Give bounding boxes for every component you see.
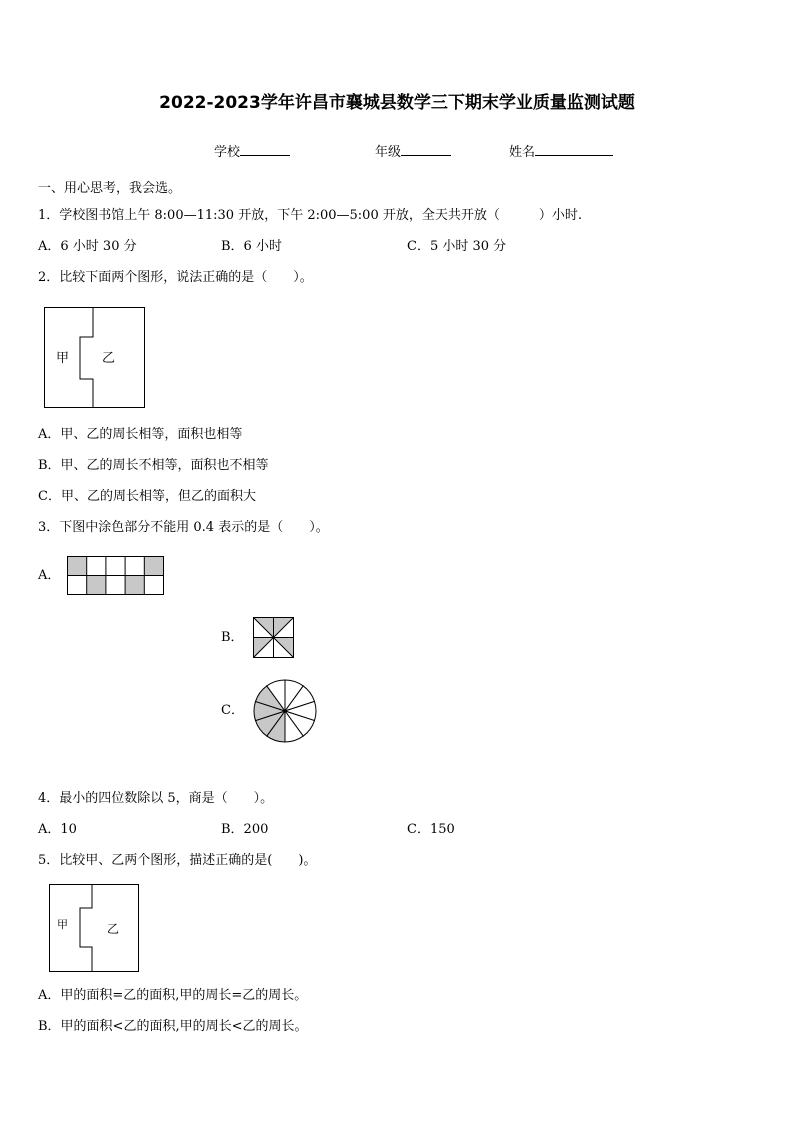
q2-stem: 2．比较下面两个图形，说法正确的是（ ）。 (38, 270, 313, 285)
q4-option-a[interactable]: A．10 (38, 822, 77, 837)
q4-stem: 4．最小的四位数除以 5，商是（ ）。 (38, 791, 274, 806)
school-field[interactable] (214, 141, 290, 160)
q5-fig-left-label: 甲 (57, 918, 68, 931)
grade-field[interactable] (375, 141, 451, 160)
name-label: 姓名 (509, 145, 536, 160)
q2-figure (44, 307, 146, 409)
section-heading: 一、用心思考，我会选。 (38, 181, 182, 196)
name-field[interactable] (509, 141, 613, 160)
q3-grid-figure (67, 556, 165, 596)
q5-stem: 5．比较甲、乙两个图形，描述正确的是( )。 (38, 853, 317, 868)
grade-blank[interactable] (401, 142, 451, 156)
q1-option-a[interactable]: A．6 小时 30 分 (38, 239, 137, 254)
grade-label: 年级 (375, 145, 402, 160)
q5-figure (49, 884, 140, 973)
q4-option-b[interactable]: B．200 (221, 822, 269, 837)
q3-option-b[interactable]: B． (221, 630, 244, 645)
q5-option-b[interactable]: B．甲的面积<乙的面积,甲的周长<乙的周长。 (38, 1019, 308, 1034)
q1-option-b[interactable]: B．6 小时 (221, 239, 282, 254)
q2-fig-right-label: 乙 (102, 351, 116, 366)
q5-fig-right-label: 乙 (107, 922, 120, 936)
q2-option-b[interactable]: B．甲、乙的周长不相等，面积也不相等 (38, 458, 269, 473)
q4-option-c[interactable]: C．150 (407, 822, 455, 837)
q5-option-a[interactable]: A．甲的面积=乙的面积,甲的周长=乙的周长。 (38, 988, 308, 1003)
q2-option-a[interactable]: A．甲、乙的周长相等，面积也相等 (38, 427, 243, 442)
q3-square-figure (253, 617, 295, 659)
name-blank[interactable] (535, 142, 613, 156)
q1-stem: 1．学校图书馆上午 8:00—11:30 开放，下午 2:00—5:00 开放，全天共开放（ ）小时. (38, 208, 582, 223)
q3-option-a[interactable]: A． (38, 568, 61, 583)
q3-option-c[interactable]: C． (221, 703, 244, 718)
school-blank[interactable] (240, 142, 290, 156)
q3-stem: 3．下图中涂色部分不能用 0.4 表示的是（ ）。 (38, 520, 329, 535)
q3-circle-figure (253, 679, 317, 743)
page-title: 2022-2023学年许昌市襄城县数学三下期末学业质量监测试题 (159, 93, 635, 113)
q1-option-c[interactable]: C．5 小时 30 分 (407, 239, 507, 254)
school-label: 学校 (214, 145, 241, 160)
q2-option-c[interactable]: C．甲、乙的周长相等，但乙的面积大 (38, 489, 256, 504)
q2-fig-left-label: 甲 (56, 351, 70, 366)
